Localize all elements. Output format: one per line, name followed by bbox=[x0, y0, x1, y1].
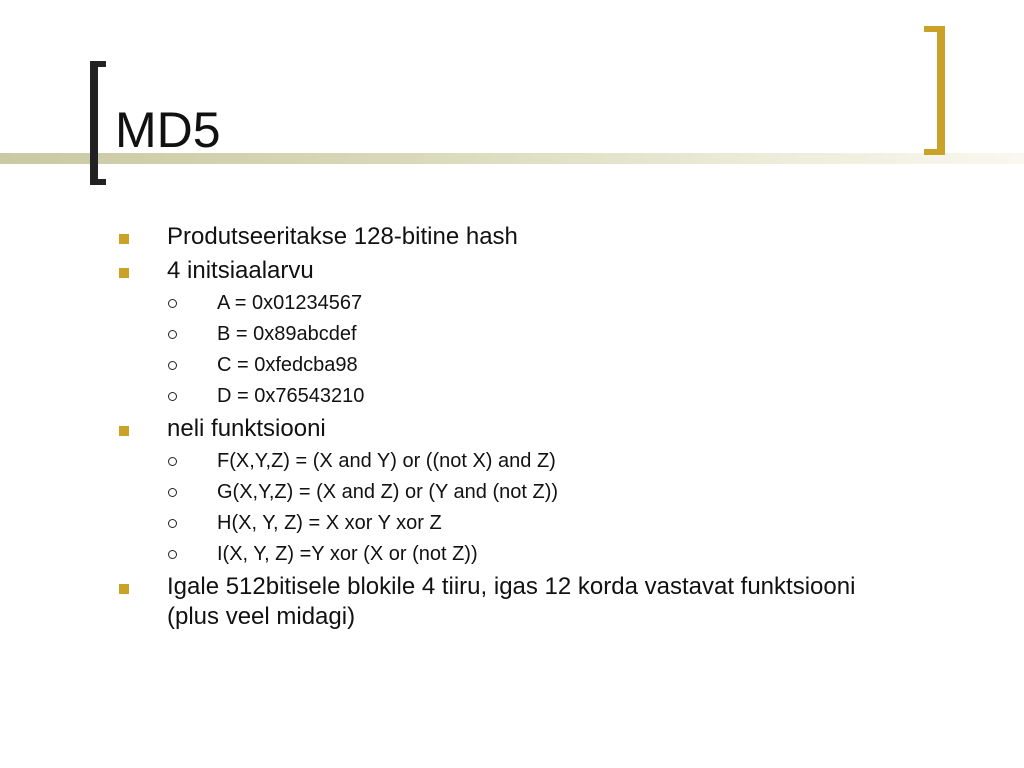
circle-bullet-icon bbox=[168, 392, 177, 401]
sub-list-item-text: B = 0x89abcdef bbox=[217, 323, 357, 345]
square-bullet-icon bbox=[119, 234, 129, 244]
sub-list-item bbox=[0, 352, 1024, 378]
list-item-text: Produtseeritakse 128-bitine hash bbox=[167, 223, 518, 250]
list-item-text: neli funktsiooni bbox=[167, 415, 326, 442]
sub-list-item bbox=[0, 510, 1024, 536]
circle-bullet-icon bbox=[168, 457, 177, 466]
list-item-text: Igale 512bitisele blokile 4 tiiru, igas 12 korda vastavat funktsiooni (plus veel midagi) bbox=[167, 573, 856, 630]
square-bullet-icon bbox=[119, 268, 129, 278]
right-bracket-decoration bbox=[924, 26, 945, 155]
sub-list-item-text: G(X,Y,Z) = (X and Z) or (Y and (not Z)) bbox=[217, 481, 559, 503]
circle-bullet-icon bbox=[168, 550, 177, 559]
circle-bullet-icon bbox=[168, 330, 177, 339]
left-bracket-decoration bbox=[90, 61, 106, 185]
list-item bbox=[0, 572, 1024, 632]
circle-bullet-icon bbox=[168, 299, 177, 308]
list-item-text: 4 initsiaalarvu bbox=[167, 257, 314, 284]
sub-list-item-text: A = 0x01234567 bbox=[217, 292, 363, 314]
sub-list-item bbox=[0, 383, 1024, 409]
slide-title: MD5 bbox=[115, 102, 221, 158]
sub-list-item bbox=[0, 448, 1024, 474]
bullet-list bbox=[0, 222, 1024, 636]
sub-list-item-text: I(X, Y, Z) =Y xor (X or (not Z)) bbox=[217, 543, 478, 565]
list-item bbox=[0, 414, 1024, 444]
sub-list-item bbox=[0, 541, 1024, 567]
square-bullet-icon bbox=[119, 426, 129, 436]
list-item bbox=[0, 222, 1024, 252]
list-item bbox=[0, 256, 1024, 286]
circle-bullet-icon bbox=[168, 519, 177, 528]
sub-list-item-text: C = 0xfedcba98 bbox=[217, 354, 358, 376]
sub-list-item-text: F(X,Y,Z) = (X and Y) or ((not X) and Z) bbox=[217, 450, 556, 472]
sub-list-item-text: H(X, Y, Z) = X xor Y xor Z bbox=[217, 512, 442, 534]
sub-list-item bbox=[0, 321, 1024, 347]
circle-bullet-icon bbox=[168, 488, 177, 497]
sub-list-item bbox=[0, 479, 1024, 505]
circle-bullet-icon bbox=[168, 361, 177, 370]
sub-list-item bbox=[0, 290, 1024, 316]
sub-list-item-text: D = 0x76543210 bbox=[217, 385, 365, 407]
square-bullet-icon bbox=[119, 584, 129, 594]
